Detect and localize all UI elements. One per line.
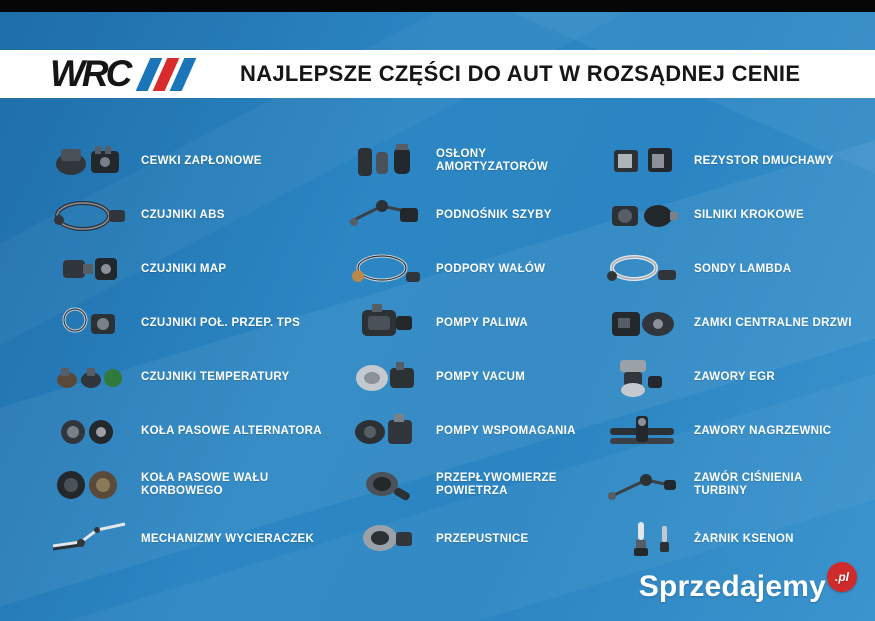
catalog-item-zawor-cisnienia-turbiny: [598, 458, 858, 512]
catalog-item-czujniki-pol-przep-tps: [45, 296, 340, 350]
catalog-item-kola-pasowe-alternatora: [45, 404, 340, 458]
catalog-item-podnosnik-szyby: [340, 188, 598, 242]
sprzedajemy-logo: [639, 570, 857, 607]
catalog-item-czujniki-map: [45, 242, 340, 296]
catalog-item-zamki-centralne-drzwi: [598, 296, 858, 350]
catalog-item-label: SILNIKI KROKOWE: [694, 208, 804, 221]
catalog-item-sondy-lambda: [598, 242, 858, 296]
catalog-item-label: CZUJNIKI ABS: [141, 208, 225, 221]
catalog-item-label: KOŁA PASOWE WAŁU KORBOWEGO: [141, 472, 269, 497]
egr-valve-photo-icon: [598, 354, 686, 400]
temperature-sensor-photo-icon: [45, 354, 133, 400]
catalog-item-label: POMPY WSPOMAGANIA: [436, 424, 576, 437]
sprzedajemy-brand-text: Sprzedajemy: [638, 570, 826, 603]
crankshaft-pulley-photo-icon: [45, 462, 133, 508]
catalog-item-podpory-walow: [340, 242, 598, 296]
catalog-item-label: REZYSTOR DMUCHAWY: [694, 154, 834, 167]
air-flow-meter-photo-icon: [340, 462, 428, 508]
catalog-item-przepustnice: [340, 512, 598, 566]
catalog-item-label: PRZEPUSTNICE: [436, 532, 529, 545]
shock-covers-photo-icon: [340, 138, 428, 184]
catalog-item-label: POMPY PALIWA: [436, 316, 528, 329]
parts-catalog: [45, 134, 858, 566]
throttle-body-photo-icon: [340, 516, 428, 562]
abs-sensor-photo-icon: [45, 192, 133, 238]
shaft-support-photo-icon: [340, 246, 428, 292]
catalog-item-label: CZUJNIKI POŁ. PRZEP. TPS: [141, 316, 301, 329]
catalog-item-zarnik-ksenon: [598, 512, 858, 566]
turbo-pressure-valve-photo-icon: [598, 462, 686, 508]
catalog-item-label: CZUJNIKI MAP: [141, 262, 227, 275]
catalog-item-label: PRZEPŁYWOMIERZE POWIETRZA: [436, 472, 557, 497]
lambda-probe-photo-icon: [598, 246, 686, 292]
catalog-item-silniki-krokowe: [598, 188, 858, 242]
catalog-item-label: SONDY LAMBDA: [694, 262, 792, 275]
catalog-item-label: CZUJNIKI TEMPERATURY: [141, 370, 290, 383]
catalog-item-label: ZAMKI CENTRALNE DRZWI: [694, 316, 852, 329]
tps-sensor-photo-icon: [45, 300, 133, 346]
catalog-item-label: CEWKI ZAPŁONOWE: [141, 154, 262, 167]
catalog-item-label: KOŁA PASOWE ALTERNATORA: [141, 424, 322, 437]
heater-valve-photo-icon: [598, 408, 686, 454]
ignition-coils-photo-icon: [45, 138, 133, 184]
catalog-item-zawory-nagrzewnic: [598, 404, 858, 458]
catalog-item-pompy-wspomagania: [340, 404, 598, 458]
catalog-item-oslony-amortyzatorow: [340, 134, 598, 188]
power-steering-pump-photo-icon: [340, 408, 428, 454]
catalog-item-label: ZAWORY EGR: [694, 370, 775, 383]
catalog-item-pompy-paliwa: [340, 296, 598, 350]
catalog-item-przeplywomierze-powietrza: [340, 458, 598, 512]
catalog-item-cewki-zaplonowe: [45, 134, 340, 188]
blower-resistor-photo-icon: [598, 138, 686, 184]
catalog-item-label: PODPORY WAŁÓW: [436, 262, 546, 275]
catalog-item-label: ZAWÓR CIŚNIENIA TURBINY: [694, 472, 803, 497]
page-title: NAJLEPSZE CZĘŚCI DO AUT W ROZSĄDNEJ CENIE: [240, 61, 801, 86]
catalog-item-label: MECHANIZMY WYCIERACZEK: [141, 532, 315, 545]
catalog-item-pompy-vacum: [340, 350, 598, 404]
catalog-item-label: ZAWORY NAGRZEWNIC: [694, 424, 832, 437]
alternator-pulley-photo-icon: [45, 408, 133, 454]
catalog-item-czujniki-temperatury: [45, 350, 340, 404]
window-regulator-photo-icon: [340, 192, 428, 238]
catalog-item-kola-pasowe-walu-korbowego: [45, 458, 340, 512]
map-sensor-photo-icon: [45, 246, 133, 292]
xenon-bulb-photo-icon: [598, 516, 686, 562]
catalog-item-label: OSŁONY AMORTYZATORÓW: [436, 148, 549, 173]
fuel-pump-photo-icon: [340, 300, 428, 346]
stepper-motor-photo-icon: [598, 192, 686, 238]
top-black-bar: [0, 0, 875, 12]
wrc-logo-text: WRC: [50, 53, 130, 94]
header-band: [0, 50, 875, 98]
central-lock-photo-icon: [598, 300, 686, 346]
wrc-logo-stripes-icon: [143, 58, 194, 91]
catalog-item-mechanizmy-wycieraczek: [45, 512, 340, 566]
catalog-item-label: PODNOŚNIK SZYBY: [436, 208, 552, 221]
catalog-item-zawory-egr: [598, 350, 858, 404]
wiper-mechanism-photo-icon: [45, 516, 133, 562]
pl-badge: .pl: [827, 562, 857, 592]
catalog-item-rezystor-dmuchawy: [598, 134, 858, 188]
wrc-logo: [50, 53, 194, 94]
catalog-item-czujniki-abs: [45, 188, 340, 242]
catalog-item-label: POMPY VACUM: [436, 370, 526, 383]
vacuum-pump-photo-icon: [340, 354, 428, 400]
catalog-item-label: ŻARNIK KSENON: [694, 532, 794, 545]
